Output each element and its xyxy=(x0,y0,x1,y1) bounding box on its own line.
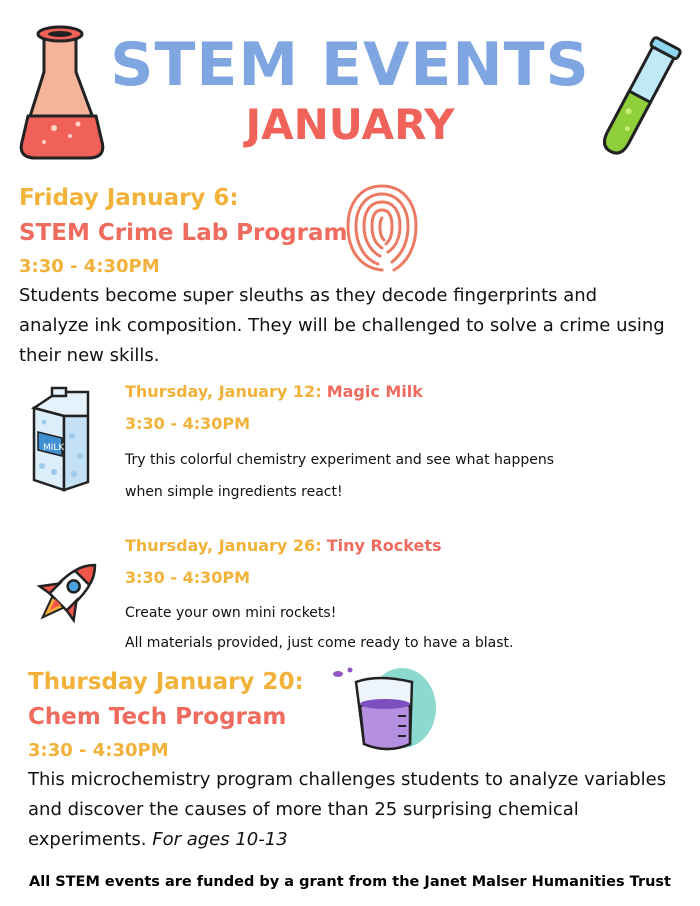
event3-date: Thursday, January 26: xyxy=(125,536,322,555)
event4-description-text: experiments. xyxy=(28,829,147,850)
event1-description xyxy=(19,281,689,371)
page-subtitle: JANUARY xyxy=(245,100,455,149)
event1-time: 3:30 - 4:30PM xyxy=(19,256,160,277)
fingerprint-icon xyxy=(342,180,422,276)
funding-note: All STEM events are funded by a grant from the Janet Malser Humanities Trust xyxy=(29,874,671,890)
event4-date: Thursday January 20: xyxy=(28,669,304,695)
milk-label: MILK xyxy=(43,443,65,453)
event2-time: 3:30 - 4:30PM xyxy=(125,414,251,433)
event2-description xyxy=(125,444,685,508)
event2-description-line: when simple ingredients react! xyxy=(125,484,343,500)
event3-description xyxy=(125,598,685,658)
age-range: For ages 10-13 xyxy=(152,829,288,850)
rocket-icon xyxy=(26,550,110,634)
event2-title xyxy=(125,381,423,403)
event3-time: 3:30 - 4:30PM xyxy=(125,568,251,587)
event3-description-line: Create your own mini rockets! xyxy=(125,605,337,621)
event1-description-line: their new skills. xyxy=(19,345,160,366)
event1-date: Friday January 6: xyxy=(19,185,239,211)
event1-description-line: analyze ink composition. They will be challenged to solve a crime using xyxy=(19,315,665,336)
event3-description-line: All materials provided, just come ready to have a blast. xyxy=(125,635,514,651)
page-title: STEM EVENTS xyxy=(110,30,590,100)
event2-name: Magic Milk xyxy=(326,382,423,401)
event4-description-line xyxy=(28,825,693,855)
event2-description-line: Try this colorful chemistry experiment and see what happens xyxy=(125,452,555,468)
event4-time: 3:30 - 4:30PM xyxy=(28,740,169,761)
event1-name: STEM Crime Lab Program xyxy=(19,220,348,246)
milk-carton-icon xyxy=(24,386,100,492)
event4-name: Chem Tech Program xyxy=(28,704,287,730)
event3-name: Tiny Rockets xyxy=(326,536,442,555)
event3-title xyxy=(125,535,442,557)
event4-description-line: This microchemistry program challenges students to analyze variables xyxy=(28,769,667,790)
event4-description xyxy=(28,765,693,855)
event1-description-line: Students become super sleuths as they decode fingerprints and xyxy=(19,285,598,306)
event2-date: Thursday, January 12: xyxy=(125,382,322,401)
beaker-icon xyxy=(326,664,438,756)
event4-description-line: and discover the causes of more than 25 surprising chemical xyxy=(28,799,579,820)
